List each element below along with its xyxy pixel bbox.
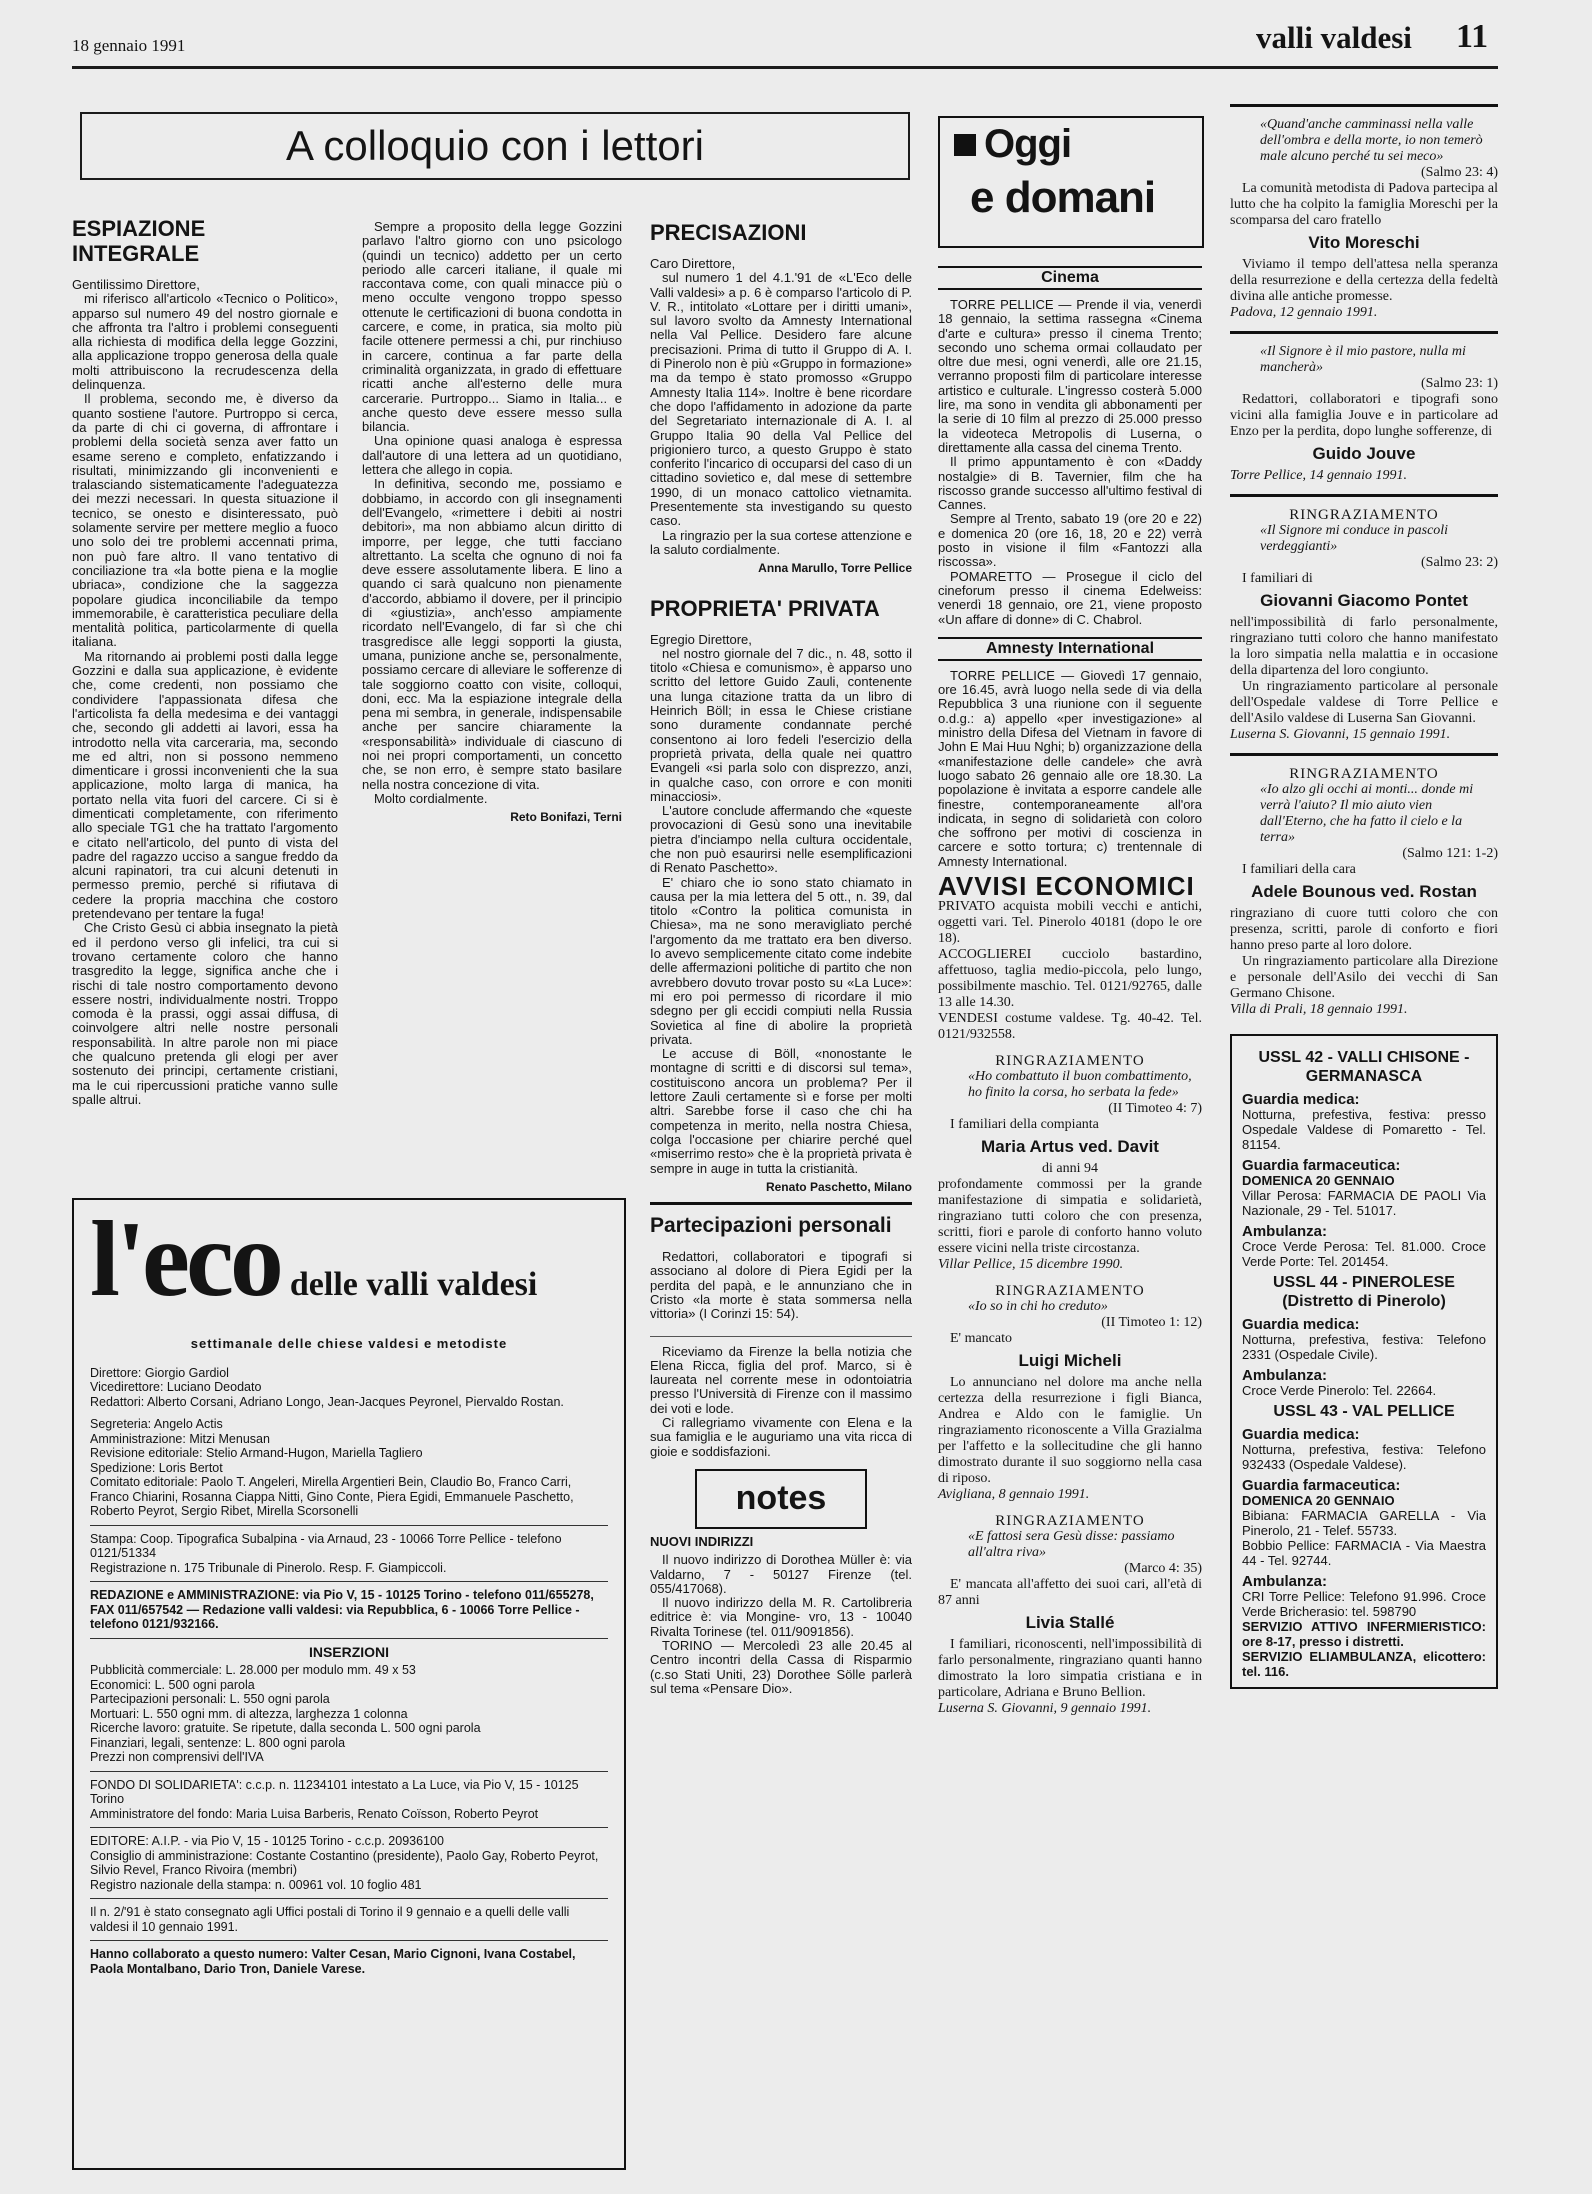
notice-place: Luserna S. Giovanni, 9 gennaio 1991. [938, 1701, 1152, 1717]
letter-paragraph: Una opinione quasi analoga è espressa dall'autore di una lettera ad un quotidiano, lettera che allego in copia. [362, 433, 622, 478]
guardia-medica-label: Guardia medica: [1242, 1316, 1360, 1333]
colophon-line: Spedizione: Loris Bertot [90, 1460, 223, 1475]
colophon-line: Comitato editoriale: Paolo T. Angeleri, Mirella Argentieri Bein, Claudio Bo, Franco Carri, Franco Chiarini, Rosanna Ciappa Nitti, Gino Conte, Piera Egidi, Emmanuele Paschetto, Roberto Peyrot, Sergio Ribet, Mirella Scorsonelli [90, 1475, 574, 1518]
notice-intro: E' mancata all'affetto dei suoi cari, all'età di 87 anni [938, 1577, 1202, 1609]
partecipazioni-paragraph: Riceviamo da Firenze la bella notizia che Elena Ricca, figlia del prof. Marco, si è laureata nel corrente mese in odontoiatria presso l'Università di Firenze con il massimo dei voti e lode. [650, 1343, 912, 1416]
oggi-title-line1: Oggi [984, 122, 1072, 166]
quote: «Io alzo gli occhi ai monti... donde mi verrà l'aiuto? Il mio aiuto vien dall'Eterno, che ha fatto il cielo e la terra» [1260, 782, 1474, 845]
cinema-paragraph: Il primo appuntamento è con «Daddy nostalgie» di B. Tavernier, film che ha riscosso grande successo all'ultimo festival di Cannes. [938, 454, 1202, 513]
quote: «E fattosi sera Gesù disse: passiamo all'altra riva» [968, 1529, 1175, 1561]
letter-paragraph: Molto cordialmente. [374, 790, 488, 806]
avvisi-title: AVVISI ECONOMICI [938, 870, 1195, 901]
ambulanza-label: Ambulanza: [1242, 1573, 1328, 1590]
letter-paragraph: sul numero 1 del 4.1.'91 de «L'Eco delle Valli valdesi» a p. 6 è comparso l'articolo di P. V. R., intitolato «Lottare per i diritti umani», sul lavoro svolto da Amnesty International nella Val Pellice. Desidero fare alcune precisazioni. Prima di tutto il Gruppo di A. I. di Pinerolo non è più «Gruppo in formazione» ma da tempo è stato promosso «Gruppo Amnesty Italia 114». Inoltre è bene ricordare che dopo l'affidamento in adozione da parte del Segretariato internazionale di A. I. al Gruppo Italia 90 della Val Pellice del prigioniero turco, a questo Gruppo è stato conferito l'incarico di occuparsi del caso di un cittadino sovietico e, dal mese di settembre 1990, di un monaco cattolico vietnamita. Presentemente sta investigando su questo caso. [650, 270, 912, 529]
letter-signature: Renato Paschetto, Milano [765, 1179, 912, 1194]
notice-text: Viviamo il tempo dell'attesa nella speranza della resurrezione e della certezza della fedeltà divina alle antiche promesse. [1230, 257, 1498, 304]
quote: «Il Signore mi conduce in pascoli verdeggianti» [1260, 523, 1449, 554]
ussl-text: DOMENICA 20 GENNAIO [1242, 1173, 1395, 1188]
colophon-line: Direttore: Giorgio Gardiol [90, 1365, 229, 1380]
ringraziamento-head: RINGRAZIAMENTO [995, 1513, 1145, 1530]
colophon-line: Registrazione n. 175 Tribunale di Pinerolo. Resp. F. Giampiccoli. [90, 1560, 447, 1575]
section-rule [650, 1202, 912, 1205]
notes-title: notes [695, 1469, 867, 1529]
letter-paragraph: La ringrazio per la sua cortese attenzione e la saluto cordialmente. [650, 527, 912, 557]
deceased-name: Luigi Micheli [1018, 1351, 1122, 1371]
partecipazioni-paragraph: Ci rallegriamo vivamente con Elena e la sua famiglia e le auguriamo una vita ricca di gioie e soddisfazioni. [650, 1415, 912, 1459]
section-rule [1230, 494, 1498, 497]
notice-text: I familiari, riconoscenti, nell'impossibilità di farlo personalmente, ringraziano quanti hanno dimostrato la loro simpatia cristiana e in particolare, Adriana e Bruno Bellion. [938, 1637, 1202, 1701]
oggi-domani-title [938, 116, 1204, 248]
letter-paragraph: In definitiva, secondo me, possiamo e dobbiamo, in accordo con gli insegnamenti dell'Evangelo, «rimettere i debiti ai nostri debitori», ma non abbiamo alcun diritto di imporre, per legge, che tutti facciano altrettanto. La scelta che ognuno di noi fa deve essere assolutamente libera. E lino a quando ci sarà qualcuno non pienamente d'accordo, abbiamo il dovere, per il principio di «giustizia», anch'esso ampiamente ricordato nell'Evangelo, di far sì che chi trasgredisce alle leggi sopporti la giusta, umana, punizione anche se, personalmente, possiamo cercare di alleviare le sofferenze di tale soggiorno coatto con visite, colloqui, doni, ecc. Ma la espiazione integrale della pena mi sembra, in generale, indispensabile anche per sancire chiaramente la «responsabilità» individuale di ciascuno di noi nei propri comportamenti, un concetto che, se non erro, è sempre stato basilare nella nostra concezione di vita. [362, 476, 622, 792]
partecipazioni-title: Partecipazioni personali [650, 1214, 892, 1238]
letter-title: PROPRIETA' PRIVATA [650, 595, 880, 621]
notice-place: Torre Pellice, 14 gennaio 1991. [1230, 468, 1408, 483]
deceased-name: Adele Bounous ved. Rostan [1251, 882, 1477, 901]
guardia-farmaceutica-label: Guardia farmaceutica: [1242, 1157, 1401, 1174]
notice-intro: La comunità metodista di Padova partecipa al lutto che ha colpito la famiglia Moreschi per la scomparsa del caro fratello [1230, 181, 1498, 228]
notice-intro: E' mancato [950, 1331, 1012, 1347]
letter-title: ESPIAZIONE INTEGRALE [72, 216, 206, 266]
colophon-line: Amministrazione: Mitzi Menusan [90, 1431, 270, 1446]
colophon-line: Mortuari: L. 550 ogni mm. di altezza, larghezza 1 colonna [90, 1706, 408, 1721]
deceased-name: Vito Moreschi [1308, 233, 1420, 252]
notice-place: Luserna S. Giovanni, 15 gennaio 1991. [1230, 727, 1451, 742]
black-square-icon [954, 134, 976, 156]
header-rule [72, 66, 1498, 69]
ussl-text: SERVIZIO ELIAMBULANZA, elicottero: tel. 116. [1242, 1649, 1486, 1679]
top-rule [1230, 104, 1498, 107]
colophon-line: Redattori: Alberto Corsani, Adriano Longo, Jean-Jacques Peyronel, Piervaldo Rostan. [90, 1394, 564, 1409]
letter-paragraph: mi riferisco all'articolo «Tecnico o Politico», apparso sul numero 49 del nostro giornale e che affronta tra l'altro i problemi conseguenti alla richiesta di modifica della legge Gozzini, alla applicazione troppo generosa della quale molti attribuiscono la recrudescenza della delinquenza. [72, 291, 338, 393]
notice-text: ringraziano di cuore tutti coloro che con presenza, scritti, parole di conforto e fiori hanno preso parte al loro dolore. [1230, 906, 1498, 953]
eco-subtitle: settimanale delle chiese valdesi e metodiste [190, 1336, 508, 1351]
letter-greeting: Egregio Direttore, [650, 631, 752, 647]
deceased-name: Maria Artus ved. Davit [981, 1137, 1159, 1157]
ussl-text: Villar Perosa: FARMACIA DE PAOLI Via Nazionale, 29 - Tel. 51017. [1242, 1188, 1486, 1218]
quote-ref: (Marco 4: 35) [1124, 1561, 1202, 1577]
ussl-text: Notturna, prefestiva, festiva: Telefono 932433 (Ospedale Valdese). [1242, 1442, 1486, 1472]
eco-logo-main: l'eco [90, 1200, 280, 1319]
colophon-line: Hanno collaborato a questo numero: Valter Cesan, Mario Cignoni, Ivana Costabel, Paola Montalbano, Dario Tron, Daniele Varese. [90, 1940, 608, 1976]
ringraziamento-head: RINGRAZIAMENTO [1289, 507, 1439, 523]
notices-column [1230, 104, 1498, 1689]
ussl-text: Croce Verde Pinerolo: Tel. 22664. [1242, 1383, 1437, 1398]
ringraziamento-head: RINGRAZIAMENTO [995, 1053, 1145, 1070]
letter-paragraph: E' chiaro che io sono stato chiamato in causa per la mia lettera del 5 ott., n. 39, dal titolo «Contro la politica comunista in Chiesa», ma ne sono meravigliato perché l'argomento da me trattato era ben diverso. Io avevo semplicemente citato come indebite delle affermazioni politiche di partito che non avrebbero dovuto trovar posto su «La Luce»: mi ero poi permesso di ricordare il mio sdegno per gli eccidi compiuti nella Russia Sovietica al fine di abolire la proprietà privata. [650, 874, 912, 1047]
avviso: VENDESI costume valdese. Tg. 40-42. Tel. 0121/932558. [938, 1011, 1202, 1043]
letters-column-3 [650, 220, 912, 1696]
colophon-line: EDITORE: A.I.P. - via Pio V, 15 - 10125 Torino - c.c.p. 20936100 [90, 1827, 608, 1849]
section-rule [1230, 753, 1498, 756]
cinema-paragraph: TORRE PELLICE — Prende il via, venerdì 18 gennaio, la settima rassegna «Cinema d'arte e cultura» presso il cinema Trento; secondo uno schema ormai collaudato per oltre due mesi, ogni venerdì, alle ore 21.15, verranno proposti film di particolare interesse artistico e culturale. L'ingresso costerà 5.000 lire, ma sono in vendita gli abbonamenti per la serie di 10 film al prezzo di 25.000 presso la videoteca Metropolis di Luserna, o direttamente alla cassa del cinema Trento. [938, 297, 1202, 455]
letter-paragraph: Che Cristo Gesù ci abbia insegnato la pietà ed il perdono verso gli infelici, tra cui si trovano certamente coloro che hanno trasgredito la legge, significa anche che i rischi di tale nostro comportamento devono essere nostri, individualmente nostri. Troppo comoda è la prassi, oggi assai diffusa, di coinvolgere altri nelle nostre personali responsabilità. In altre parole non mi piace che qualcuno pretenda gli elogi per aver sostenuto dei principi, certamente cristiani, ma le cui ripercussioni pratiche vanno sulle spalle altrui. [72, 920, 338, 1107]
ussl-text: Notturna, prefestiva, festiva: Telefono 2331 (Ospedale Civile). [1242, 1332, 1486, 1362]
ussl-43-title: USSL 43 - VAL PELLICE [1273, 1403, 1455, 1420]
colophon-line: Prezzi non comprensivi dell'IVA [90, 1750, 264, 1764]
ussl-text: Bobbio Pellice: FARMACIA - Via Maestra 44 - Tel. 92744. [1242, 1538, 1486, 1568]
quote-ref: (II Timoteo 1: 12) [1101, 1315, 1202, 1331]
colophon-box [72, 1198, 626, 2170]
letter-paragraph: Sempre a proposito della legge Gozzini parlavo l'altro giorno con uno psicologo (quindi un tecnico) addetto per un certo periodo alle carceri italiane, il quale mi raccontava come, con quali minacce più o meno occulte vengono troppo spesso ottenute le certificazioni di buona condotta in carcere, e come, in pratica, sia molto più facile ottenere permessi a chi, pur rinchiuso in carcere, continua a far parte della criminalità organizzata, in grado di effettuare ricatti anche all'esterno delle mura carcerarie. Purtroppo... Siamo in Italia... e anche questo deve essere messo sulla bilancia. [362, 219, 622, 435]
amnesty-head: Amnesty International [938, 637, 1202, 661]
letter-greeting: Caro Direttore, [650, 256, 736, 271]
colophon-line: Registro nazionale della stampa: n. 00961 vol. 10 foglio 481 [90, 1877, 422, 1892]
ambulanza-label: Ambulanza: [1242, 1223, 1328, 1240]
page-number: 11 [1456, 18, 1489, 55]
notice-place: Avigliana, 8 gennaio 1991. [938, 1487, 1090, 1503]
oggi-domani-column [938, 116, 1202, 1717]
section-rule [1230, 331, 1498, 334]
letter-paragraph: Le accuse di Böll, «nonostante le montagne di scritti e di discorsi sul tema», costituiscono ancora un problema? Per il lettore Zauli certamente sì e forse per molti altri. Sarebbe forse il caso che chi ha competenza in merito, nella nostra Chiesa, colga l'occasione per chiarire perché quel «miserrimo resto» che è la proprietà privata è sempre in auge in tutta la cristianità. [650, 1046, 912, 1176]
ringraziamento-head: RINGRAZIAMENTO [1289, 766, 1439, 782]
notice-intro: Redattori, collaboratori e tipografi sono vicini alla famiglia Jouve e in particolare ad Enzo per la perdita, dopo lunghe sofferenze, di [1230, 392, 1498, 439]
colophon-line: FONDO DI SOLIDARIETA': c.c.p. n. 11234101 intestato a La Luce, via Pio V, 15 - 10125 Torino [90, 1771, 608, 1807]
quote-ref: (Salmo 23: 4) [1421, 165, 1498, 180]
colophon-line: Il n. 2/'91 è stato consegnato agli Uffici postali di Torino il 9 gennaio e a quelli delle valli valdesi il 10 gennaio 1991. [90, 1898, 608, 1934]
masthead-name: valli valdesi [1256, 20, 1412, 55]
eco-logo-sub: delle valli valdesi [289, 1266, 538, 1303]
letter-signature: Anna Marullo, Torre Pellice [758, 561, 912, 576]
notice-place: Villa di Prali, 18 gennaio 1991. [1230, 1002, 1408, 1017]
cinema-paragraph: POMARETTO — Prosegue il ciclo del cineforum presso il cinema Edelweiss: venerdì 18 gennaio, ore 21, viene proposto «Un affare di donne» di C. Chabrol. [938, 568, 1202, 627]
cinema-paragraph: Sempre al Trento, sabato 19 (ore 20 e 22) e domenica 20 (ore 16, 18, 20 e 22) verrà posto in visione il film «Fantozzi alla riscossa». [938, 511, 1202, 570]
issue-date: 18 gennaio 1991 [72, 36, 186, 55]
ussl-text: SERVIZIO ATTIVO INFERMIERISTICO: ore 8-17, presso i distretti. [1242, 1619, 1486, 1649]
deceased-name: Guido Jouve [1312, 444, 1416, 463]
avviso: ACCOGLIEREI cucciolo bastardino, affettuoso, taglia medio-piccola, pelo lungo, possibilmente maschio. Tel. 0121/92765, dalle 13 alle 14.30. [938, 947, 1202, 1011]
ussl-text: Notturna, prefestiva, festiva: presso Ospedale Valdese di Pomaretto - Tel. 81154. [1242, 1107, 1486, 1152]
colophon-line: Consiglio di amministrazione: Costante Costantino (presidente), Paolo Gay, Roberto Peyrot, Silvio Revel, Franco Rivoira (membri) [90, 1848, 599, 1877]
letter-greeting: Gentilissimo Direttore, [72, 277, 200, 292]
ussl-44-title: USSL 44 - PINEROLESE (Distretto di Pinerolo) [1273, 1274, 1455, 1310]
quote: «Il Signore è il mio pastore, nulla mi mancherà» [1260, 344, 1466, 375]
inserzioni-title: INSERZIONI [90, 1638, 608, 1660]
notice-text: Un ringraziamento particolare alla Direzione e personale dell'Asilo dei vecchi di San Germano Chisone. [1230, 954, 1498, 1001]
colophon-line: Partecipazioni personali: L. 550 ogni parola [90, 1692, 330, 1706]
ringraziamento-head: RINGRAZIAMENTO [995, 1283, 1145, 1300]
section-banner: A colloquio con i lettori [80, 112, 910, 180]
quote-ref: (Salmo 23: 1) [1421, 376, 1498, 391]
ussl-42-title: USSL 42 - VALLI CHISONE - GERMANASCA [1258, 1049, 1470, 1085]
ambulanza-label: Ambulanza: [1242, 1367, 1328, 1384]
quote: «Ho combattuto il buon combattimento, ho finito la corsa, ho serbata la fede» [968, 1069, 1192, 1101]
quote-ref: (Salmo 121: 1-2) [1402, 846, 1498, 861]
partecipazioni-paragraph: Redattori, collaboratori e tipografi si associano al dolore di Piera Egidi per la perdita del papà, e le annunziano che in Cristo «la morte è stata sommersa nella vittoria» (I Corinzi 15: 54). [650, 1249, 912, 1322]
ussl-box [1230, 1034, 1498, 1689]
letter-paragraph: L'autore conclude affermando che «queste provocazioni di Gesù sono una inevitabile pietra d'inciampo nella cultura occidentale, che non può esaurirsi nelle esemplificazioni di Renato Paschetto». [650, 803, 912, 876]
avviso: PRIVATO acquista mobili vecchi e antichi, oggetti vari. Tel. Pinerolo 40181 (dopo le ore 18). [938, 899, 1202, 947]
deceased-age: di anni 94 [1042, 1161, 1098, 1177]
notice-text: Un ringraziamento particolare al personale dell'Ospedale valdese di Torre Pellice e dell'Asilo valdese di Luserna San Giovanni. [1230, 679, 1498, 726]
quote-ref: (II Timoteo 4: 7) [1108, 1101, 1202, 1117]
colophon-line: Vicedirettore: Luciano Deodato [90, 1380, 262, 1394]
letter-espiazione-cont [362, 220, 622, 824]
colophon-line: Economici: L. 500 ogni parola [90, 1677, 255, 1692]
amnesty-paragraph: TORRE PELLICE — Giovedì 17 gennaio, ore 16.45, avrà luogo nella sede di via della Repubblica 3 una riunione con il seguente o.d.g.: a) appello «per investigazione» al ministro della Difesa del Vietnam in favore di John E Mai Huu Nghi; b) organizzazione della «manifestazione delle candele» che avrà luogo sabato 26 gennaio alle ore 18.30. La popolazione è invitata a esporre candele alle finestre, contemporaneamente all'ora indicata, in segno di solidarietà con coloro che soffrono per motivi di coscienza in carcere e sotto tortura; c) trentennale di Amnesty International. [938, 667, 1202, 869]
notice-text: Lo annunciano nel dolore ma anche nella certezza della resurrezione i figli Bianca, Andrea e Aldo con le famiglie. Un ringraziamento riconoscente a Villa Grazialma per l'affetto e la sollecitudine che gli hanno dimostrato durante il suo soggiorno nella casa di riposo. [938, 1375, 1202, 1487]
guardia-medica-label: Guardia medica: [1242, 1091, 1360, 1108]
letter-paragraph: Ma ritornando ai problemi posti dalla legge Gozzini e dalla sua applicazione, è evidente che, come credenti, non possiamo che condividere l'appassionata difesa che l'articolista fa della medesima e dei vantaggi che, secondo gli addetti ai lavori, essa ha introdotto nella vita carceraria, ma, secondo me ed altri, non si possono nemmeno dimenticare i grossi inconvenienti che la sua applicazione, molto larga di manica, ha portato nella vita fuori del carcere. Ci si è dimenticati completamente, con riferimento allo speciale TG1 che ha trattato l'argomento e citato nell'articolo, del punto di vista del padre del ragazzo ucciso a sangue freddo da alcuni rapinatori, tra cui alcuni detenuti in permesso premio, perché si rifiutava di cedere la propria macchina che costoro pretendevano per tentare la fuga! [72, 648, 338, 922]
colophon-line: Stampa: Coop. Tipografica Subalpina - via Arnaud, 23 - 10066 Torre Pellice - telefono 0121/51334 [90, 1525, 608, 1561]
guardia-medica-label: Guardia medica: [1242, 1426, 1360, 1443]
ussl-text: Bibiana: FARMACIA GARELLA - Via Pinerolo, 21 - Telef. 55733. [1242, 1508, 1486, 1538]
oggi-title-line2: e domani [970, 173, 1156, 222]
notice-text: profondamente commossi per la grande manifestazione di simpatia e solidarietà, ringraziano tutti coloro che con presenza, scritti, fiori e parole di conforto hanno voluto essere vicini nella triste circostanza. [938, 1177, 1202, 1257]
colophon-line: Ricerche lavoro: gratuite. Se ripetute, dalla seconda L. 500 ogni parola [90, 1721, 481, 1735]
letter-espiazione [72, 216, 338, 1107]
guardia-farmaceutica-label: Guardia farmaceutica: [1242, 1477, 1401, 1494]
quote: «Io so in chi ho creduto» [968, 1299, 1108, 1315]
cinema-head: Cinema [938, 266, 1202, 290]
ussl-text: DOMENICA 20 GENNAIO [1242, 1493, 1395, 1508]
letter-paragraph: nel nostro giornale del 7 dic., n. 48, sotto il titolo «Chiesa e comunismo», è apparso uno scritto del lettore Guido Zauli, contenente una lunga citazione tratta da un libro di Heinrich Böll; in essa le Chiese cristiane sono duramente condannate perché consentono ai loro fedeli l'esercizio della proprietà privata, della quale nei quattro Evangeli «si parla solo con disprezzo, anzi, in qualche caso, con orrore e con moniti minacciosi». [650, 645, 912, 804]
colophon-line: REDAZIONE e AMMINISTRAZIONE: via Pio V, 15 - 10125 Torino - telefono 011/655278, FAX 011/657542 — Redazione valli valdesi: via Repubblica, 6 - 10066 Torre Pellice - telefono 0121/932166. [90, 1581, 608, 1632]
eco-logo [90, 1200, 608, 1335]
notes-item: TORINO — Mercoledì 23 alle 20.45 al Centro incontri della Cassa di Risparmio (c.so Stati Uniti, 23) Dorothee Sölle parlerà sul tema «Pensare Dio». [650, 1638, 912, 1696]
colophon-line: Finanziari, legali, sentenze: L. 800 ogni parola [90, 1735, 346, 1750]
letter-title: PRECISAZIONI [650, 220, 807, 245]
notes-item: Il nuovo indirizzo della M. R. Cartolibreria editrice è: via Mongine- vro, 13 - 10040 Rivalta Torinese (tel. 011/9091856). [650, 1595, 912, 1639]
notice-text: nell'impossibilità di farlo personalmente, ringraziano tutti coloro che hanno manifestato la loro simpatia nella malattia e in occasione della dipartenza del loro congiunto. [1230, 615, 1498, 678]
notice-intro: I familiari della cara [1242, 862, 1356, 877]
quote-ref: (Salmo 23: 2) [1421, 555, 1498, 570]
notes-item: Il nuovo indirizzo di Dorothea Müller è: via Valdarno, 7 - 50127 Firenze (tel. 055/417068). [650, 1552, 912, 1596]
notice-intro: I familiari della compianta [950, 1117, 1099, 1133]
notice-intro: I familiari di [1242, 571, 1313, 586]
letter-signature: Reto Bonifazi, Terni [510, 810, 622, 825]
colophon-line: Revisione editoriale: Stelio Armand-Hugon, Mariella Tagliero [90, 1446, 423, 1460]
notice-place: Villar Pellice, 15 dicembre 1990. [938, 1257, 1124, 1273]
letter-paragraph: Il problema, secondo me, è diverso da quanto sostiene l'autore. Purtroppo si cerca, da parte di chi ci governa, di affrontare i problemi della società senza aver fatto un esame sereno e completo, enfatizzando i risultati, minimizzando gli inconvenienti e tralasciando sistematicamente l'adeguatezza dei mezzi necessari. In questa situazione il tecnico, se onesto e disinteressato, può solamente servire per mettere meglio a fuoco uno solo dei tre problemi accennati prima, non può fare altro. Il vano tentativo di conciliazione tra «la botte piena e la moglie ubriaca», condizione che la saggezza popolare giudica inconciliabile da tempo immemorabile, è caratteristica peculiare della mentalità politica, particolarmente di quella italiana. [72, 391, 338, 650]
ussl-text: Croce Verde Perosa: Tel. 81.000. Croce Verde Porte: Tel. 201454. [1242, 1239, 1486, 1269]
colophon-line: Segreteria: Angelo Actis [90, 1417, 223, 1431]
notice-place: Padova, 12 gennaio 1991. [1230, 305, 1378, 320]
deceased-name: Giovanni Giacomo Pontet [1260, 591, 1468, 610]
notes-subtitle: NUOVI INDIRIZZI [650, 1533, 754, 1549]
quote: «Quand'anche camminassi nella valle dell'ombra e della morte, io non temerò male alcuno perché tu sei meco» [1260, 117, 1483, 164]
ussl-text: CRI Torre Pellice: Telefono 91.996. Croce Verde Bricherasio: tel. 598790 [1242, 1589, 1486, 1619]
colophon-line: Pubblicità commerciale: L. 28.000 per modulo mm. 49 x 53 [90, 1663, 416, 1677]
deceased-name: Livia Stallé [1025, 1613, 1115, 1633]
colophon-line: Amministratore del fondo: Maria Luisa Barberis, Renato Coïsson, Roberto Peyrot [90, 1806, 539, 1821]
